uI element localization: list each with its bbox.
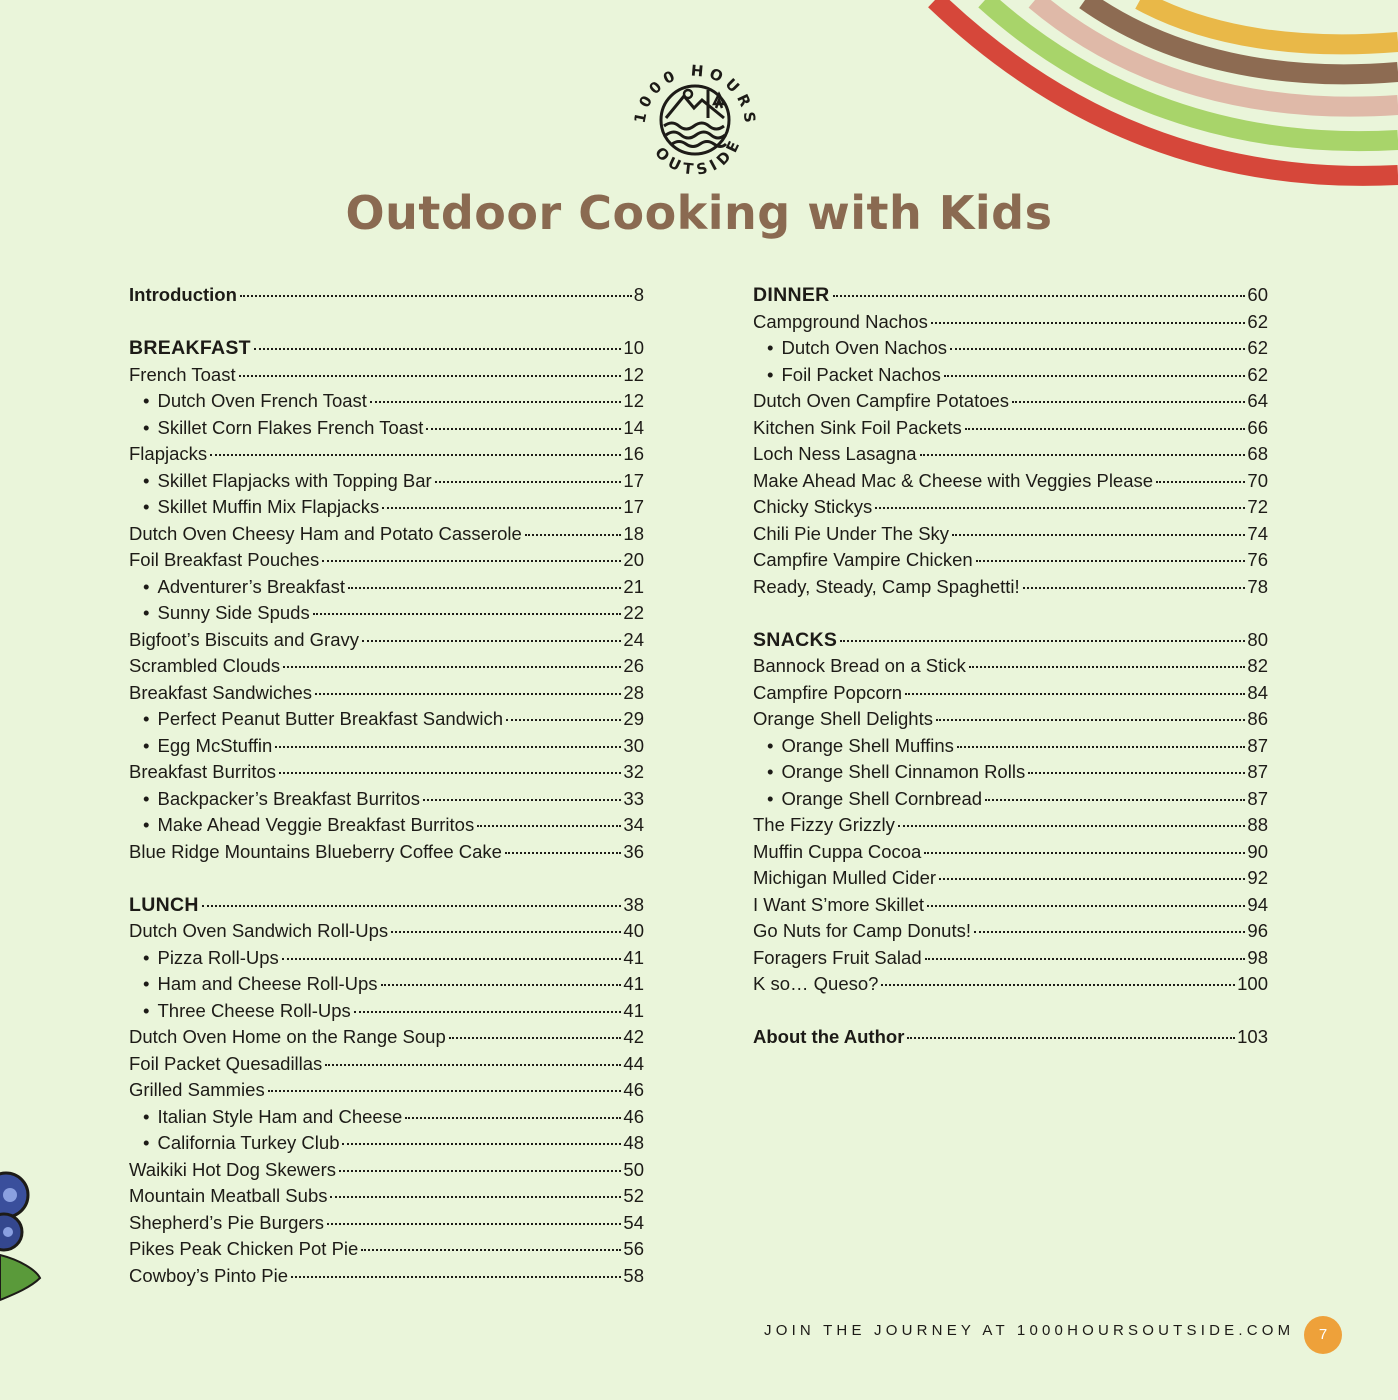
dot-leader xyxy=(950,348,1245,350)
toc-entry-label: About the Author xyxy=(753,1026,905,1047)
dot-leader xyxy=(944,375,1246,377)
dot-leader xyxy=(976,560,1246,562)
toc-entry-label: Grilled Sammies xyxy=(129,1079,265,1100)
toc-entry-label: Bannock Bread on a Stick xyxy=(753,655,966,676)
toc-entry-label: Make Ahead Veggie Breakfast Burritos xyxy=(157,814,475,835)
toc-entry-page: 38 xyxy=(623,893,644,915)
toc-sub-entry[interactable] xyxy=(129,786,644,813)
dot-leader xyxy=(325,1064,621,1066)
toc-entry-label: Sunny Side Spuds xyxy=(157,602,310,623)
dot-leader xyxy=(957,746,1246,748)
toc-entry-page: 68 xyxy=(1247,443,1268,464)
dot-leader xyxy=(898,825,1246,827)
dot-leader xyxy=(342,1143,621,1145)
toc-entry-page: 33 xyxy=(623,787,644,809)
toc-entry-label: Flapjacks xyxy=(129,443,208,464)
toc-entry[interactable] xyxy=(753,892,1268,919)
toc-entry[interactable] xyxy=(129,1077,644,1104)
dot-leader xyxy=(391,931,621,933)
toc-section-heading[interactable] xyxy=(129,335,644,362)
dot-leader xyxy=(405,1117,621,1119)
toc-entry-label: Orange Shell Delights xyxy=(753,708,933,729)
dot-leader xyxy=(875,507,1245,509)
toc-entry-page: 62 xyxy=(1247,337,1268,358)
toc-entry-label: Pizza Roll-Ups xyxy=(157,946,279,968)
toc-entry-label: Breakfast Burritos xyxy=(129,761,277,782)
toc-sub-entry[interactable] xyxy=(129,812,644,839)
toc-entry[interactable] xyxy=(753,812,1268,839)
toc-entry[interactable] xyxy=(129,653,644,680)
toc-entry-page: 21 xyxy=(623,575,644,597)
toc-entry-label: Kitchen Sink Foil Packets xyxy=(753,416,962,438)
footer-website-text: JOIN THE JOURNEY AT 1000HOURSOUTSIDE.COM xyxy=(764,1322,1295,1339)
toc-entry-page: 18 xyxy=(623,522,644,544)
toc-entry-page: 10 xyxy=(623,337,644,358)
toc-entry-page: 36 xyxy=(623,840,644,862)
toc-entry[interactable] xyxy=(129,547,644,574)
dot-leader xyxy=(275,746,621,748)
toc-entry-label: K so… Queso? xyxy=(753,973,879,994)
toc-entry-page: 40 xyxy=(623,920,644,941)
toc-entry-label: Loch Ness Lasagna xyxy=(753,443,917,464)
toc-section-gap xyxy=(753,998,1268,1025)
toc-entry[interactable] xyxy=(129,282,644,309)
toc-entry-label: Dutch Oven Campfire Potatoes xyxy=(753,390,1010,411)
toc-entry-page: 98 xyxy=(1247,946,1268,968)
toc-entry-label: Waikiki Hot Dog Skewers xyxy=(129,1158,336,1180)
toc-entry-page: 44 xyxy=(623,1052,644,1074)
dot-leader xyxy=(268,1090,622,1092)
toc-entry-label: Bigfoot’s Biscuits and Gravy xyxy=(129,628,359,650)
toc-entry-page: 62 xyxy=(1247,310,1268,332)
dot-leader xyxy=(905,693,1245,695)
bullet-icon: • xyxy=(767,734,774,756)
toc-sub-entry[interactable] xyxy=(753,335,1268,362)
toc-entry[interactable] xyxy=(753,839,1268,866)
bullet-icon: • xyxy=(767,363,774,385)
toc-entry[interactable] xyxy=(753,865,1268,892)
bullet-icon: • xyxy=(767,337,774,358)
dot-leader xyxy=(240,295,632,297)
dot-leader xyxy=(327,1223,621,1225)
toc-section-gap xyxy=(129,865,644,892)
toc-entry-page: 41 xyxy=(623,946,644,968)
toc-entry-label: Campfire Popcorn xyxy=(753,681,903,703)
toc-entry-label: Dutch Oven Home on the Range Soup xyxy=(129,1026,446,1047)
dot-leader xyxy=(1156,481,1245,483)
blueberries-illustration xyxy=(0,1160,44,1310)
toc-sub-entry[interactable] xyxy=(129,574,644,601)
toc-sub-entry[interactable] xyxy=(129,1104,644,1131)
toc-entry-page: 90 xyxy=(1247,840,1268,862)
toc-entry[interactable] xyxy=(129,1051,644,1078)
dot-leader xyxy=(210,454,621,456)
toc-entry-label: Ham and Cheese Roll-Ups xyxy=(157,973,378,994)
toc-entry[interactable] xyxy=(753,653,1268,680)
toc-entry-page: 103 xyxy=(1237,1026,1268,1047)
toc-entry-page: 24 xyxy=(623,628,644,650)
toc-entry-label: SNACKS xyxy=(753,628,838,651)
1000-hours-outside-logo xyxy=(628,56,762,184)
toc-entry-label: Breakfast Sandwiches xyxy=(129,681,313,703)
dot-leader xyxy=(965,428,1246,430)
dot-leader xyxy=(381,984,622,986)
toc-entry[interactable] xyxy=(753,706,1268,733)
toc-entry-page: 86 xyxy=(1247,708,1268,729)
toc-sub-entry[interactable] xyxy=(753,362,1268,389)
toc-entry-label: Muffin Cuppa Cocoa xyxy=(753,840,922,862)
dot-leader xyxy=(291,1276,621,1278)
toc-entry-page: 16 xyxy=(623,443,644,464)
toc-entry-label: Dutch Oven French Toast xyxy=(157,390,367,411)
toc-entry-label: Chili Pie Under The Sky xyxy=(753,522,950,544)
dot-leader xyxy=(382,507,621,509)
toc-entry-page: 42 xyxy=(623,1026,644,1047)
toc-entry-page: 46 xyxy=(623,1105,644,1127)
toc-entry-label: Skillet Muffin Mix Flapjacks xyxy=(157,496,380,517)
bullet-icon: • xyxy=(143,496,150,517)
bullet-icon: • xyxy=(143,575,150,597)
toc-sub-entry[interactable] xyxy=(129,945,644,972)
toc-entry-page: 34 xyxy=(623,814,644,835)
toc-entry-label: Go Nuts for Camp Donuts! xyxy=(753,920,971,941)
toc-entry-page: 74 xyxy=(1247,522,1268,544)
toc-entry-page: 26 xyxy=(623,655,644,676)
toc-section-heading[interactable] xyxy=(753,282,1268,309)
bullet-icon: • xyxy=(143,708,150,729)
toc-entry-label: Perfect Peanut Butter Breakfast Sandwich xyxy=(157,708,504,729)
toc-entry[interactable] xyxy=(753,547,1268,574)
dot-leader xyxy=(969,666,1246,668)
toc-entry-label: Cowboy’s Pinto Pie xyxy=(129,1264,289,1286)
toc-entry[interactable] xyxy=(753,521,1268,548)
dot-leader xyxy=(322,560,621,562)
toc-entry[interactable] xyxy=(129,1024,644,1051)
toc-entry-page: 64 xyxy=(1247,390,1268,411)
toc-entry-label: DINNER xyxy=(753,284,830,306)
toc-left-column xyxy=(129,282,644,1289)
toc-entry-page: 41 xyxy=(623,999,644,1021)
toc-section-gap xyxy=(129,309,644,336)
toc-entry-label: Scrambled Clouds xyxy=(129,655,281,676)
dot-leader xyxy=(449,1037,622,1039)
dot-leader xyxy=(202,905,622,907)
toc-entry-label: Dutch Oven Sandwich Roll-Ups xyxy=(129,920,389,941)
toc-entry-page: 87 xyxy=(1247,787,1268,809)
toc-entry-page: 94 xyxy=(1247,893,1268,915)
toc-entry-page: 92 xyxy=(1247,867,1268,888)
toc-entry-page: 22 xyxy=(623,602,644,623)
toc-entry-label: Egg McStuffin xyxy=(157,734,273,756)
toc-entry-label: Three Cheese Roll-Ups xyxy=(157,999,351,1021)
toc-entry[interactable] xyxy=(129,1183,644,1210)
dot-leader xyxy=(282,958,622,960)
toc-entry-label: Make Ahead Mac & Cheese with Veggies Please xyxy=(753,469,1154,491)
toc-sub-entry[interactable] xyxy=(129,415,644,442)
dot-leader xyxy=(361,1249,621,1251)
toc-entry[interactable] xyxy=(129,1263,644,1290)
toc-entry[interactable] xyxy=(753,680,1268,707)
toc-sub-entry[interactable] xyxy=(753,786,1268,813)
toc-entry-label: Blue Ridge Mountains Blueberry Coffee Cake xyxy=(129,840,502,862)
toc-entry-page: 56 xyxy=(623,1238,644,1259)
toc-sub-entry[interactable] xyxy=(129,494,644,521)
bullet-icon: • xyxy=(143,469,150,491)
toc-entry-label: Adventurer’s Breakfast xyxy=(157,575,345,597)
toc-entry-label: California Turkey Club xyxy=(157,1132,340,1153)
toc-entry[interactable] xyxy=(129,1236,644,1263)
bullet-icon: • xyxy=(143,1105,150,1127)
toc-entry-page: 87 xyxy=(1247,734,1268,756)
dot-leader xyxy=(924,852,1245,854)
toc-entry[interactable] xyxy=(753,441,1268,468)
toc-entry-label: French Toast xyxy=(129,363,236,385)
toc-entry-page: 30 xyxy=(623,734,644,756)
toc-entry-label: I Want S’more Skillet xyxy=(753,893,924,915)
page-title: Outdoor Cooking with Kids xyxy=(345,186,1053,240)
toc-entry[interactable] xyxy=(753,388,1268,415)
toc-entry[interactable] xyxy=(753,415,1268,442)
svg-text:OUTSIDE: OUTSIDE xyxy=(651,133,746,179)
toc-entry-page: 62 xyxy=(1247,363,1268,385)
toc-entry-label: Dutch Oven Cheesy Ham and Potato Casserole xyxy=(129,522,522,544)
toc-entry-label: Campground Nachos xyxy=(753,310,928,332)
toc-entry-page: 17 xyxy=(623,496,644,517)
toc-entry[interactable] xyxy=(753,918,1268,945)
dot-leader xyxy=(339,1170,621,1172)
toc-entry[interactable] xyxy=(129,839,644,866)
toc-entry[interactable] xyxy=(129,680,644,707)
toc-entry-page: 8 xyxy=(633,284,644,305)
toc-entry-page: 46 xyxy=(623,1079,644,1100)
bullet-icon: • xyxy=(767,787,774,809)
dot-leader xyxy=(279,772,621,774)
toc-entry-label: Foil Packet Quesadillas xyxy=(129,1052,323,1074)
toc-entry-label: Orange Shell Cinnamon Rolls xyxy=(781,761,1026,782)
dot-leader xyxy=(506,719,621,721)
bullet-icon: • xyxy=(143,734,150,756)
toc-entry[interactable] xyxy=(129,1157,644,1184)
toc-entry-label: Foil Packet Nachos xyxy=(781,363,941,385)
toc-entry-page: 96 xyxy=(1247,920,1268,941)
toc-entry[interactable] xyxy=(753,1024,1268,1051)
toc-entry[interactable] xyxy=(129,362,644,389)
dot-leader xyxy=(936,719,1245,721)
toc-entry[interactable] xyxy=(753,309,1268,336)
dot-leader xyxy=(931,322,1246,324)
toc-entry-label: Pikes Peak Chicken Pot Pie xyxy=(129,1238,359,1259)
toc-entry-page: 58 xyxy=(623,1264,644,1286)
toc-entry-page: 76 xyxy=(1247,549,1268,570)
toc-entry-page: 12 xyxy=(623,363,644,385)
toc-entry-page: 41 xyxy=(623,973,644,994)
bullet-icon: • xyxy=(143,390,150,411)
toc-entry-label: Michigan Mulled Cider xyxy=(753,867,937,888)
toc-entry-page: 20 xyxy=(623,549,644,570)
dot-leader xyxy=(254,348,622,350)
dot-leader xyxy=(925,958,1246,960)
dot-leader xyxy=(426,428,621,430)
toc-sub-entry[interactable] xyxy=(129,971,644,998)
dot-leader xyxy=(348,587,621,589)
bullet-icon: • xyxy=(143,814,150,835)
toc-entry-page: 12 xyxy=(623,390,644,411)
toc-entry-page: 80 xyxy=(1247,628,1268,650)
dot-leader xyxy=(239,375,622,377)
toc-entry[interactable] xyxy=(129,1210,644,1237)
toc-entry-page: 52 xyxy=(623,1185,644,1206)
dot-leader xyxy=(477,825,621,827)
dot-leader xyxy=(354,1011,622,1013)
dot-leader xyxy=(907,1037,1235,1039)
toc-entry[interactable] xyxy=(129,918,644,945)
page-number-badge: 7 xyxy=(1304,1316,1342,1354)
toc-sub-entry[interactable] xyxy=(753,733,1268,760)
bullet-icon: • xyxy=(767,761,774,782)
toc-entry-label: Foragers Fruit Salad xyxy=(753,946,922,968)
toc-entry-page: 70 xyxy=(1247,469,1268,491)
toc-entry[interactable] xyxy=(753,971,1268,998)
toc-entry-page: 32 xyxy=(623,761,644,782)
dot-leader xyxy=(330,1196,621,1198)
bullet-icon: • xyxy=(143,973,150,994)
toc-entry-page: 28 xyxy=(623,681,644,703)
bullet-icon: • xyxy=(143,946,150,968)
dot-leader xyxy=(283,666,621,668)
toc-entry-label: Skillet Corn Flakes French Toast xyxy=(157,416,424,438)
toc-section-gap xyxy=(753,600,1268,627)
toc-entry-page: 17 xyxy=(623,469,644,491)
dot-leader xyxy=(927,905,1245,907)
bullet-icon: • xyxy=(143,1132,150,1153)
toc-entry-page: 84 xyxy=(1247,681,1268,703)
toc-sub-entry[interactable] xyxy=(129,733,644,760)
toc-entry-page: 72 xyxy=(1247,496,1268,517)
dot-leader xyxy=(315,693,621,695)
bullet-icon: • xyxy=(143,999,150,1021)
dot-leader xyxy=(1012,401,1245,403)
toc-entry[interactable] xyxy=(129,521,644,548)
toc-entry-page: 50 xyxy=(623,1158,644,1180)
toc-entry-label: Shepherd’s Pie Burgers xyxy=(129,1211,325,1233)
toc-right-column xyxy=(753,282,1268,1051)
toc-entry-label: Campfire Vampire Chicken xyxy=(753,549,973,570)
toc-entry-page: 66 xyxy=(1247,416,1268,438)
toc-sub-entry[interactable] xyxy=(129,388,644,415)
toc-entry[interactable] xyxy=(753,494,1268,521)
toc-entry-page: 82 xyxy=(1247,655,1268,676)
toc-entry[interactable] xyxy=(753,468,1268,495)
toc-entry[interactable] xyxy=(753,945,1268,972)
dot-leader xyxy=(985,799,1245,801)
bullet-icon: • xyxy=(143,416,150,438)
dot-leader xyxy=(939,878,1245,880)
dot-leader xyxy=(362,640,621,642)
toc-section-heading[interactable] xyxy=(753,627,1268,654)
dot-leader xyxy=(1028,772,1245,774)
toc-entry-label: Introduction xyxy=(129,284,237,305)
toc-entry-label: Mountain Meatball Subs xyxy=(129,1185,328,1206)
toc-entry[interactable] xyxy=(753,574,1268,601)
toc-entry-label: Chicky Stickys xyxy=(753,496,873,517)
toc-entry-page: 78 xyxy=(1247,575,1268,597)
toc-sub-entry[interactable] xyxy=(753,759,1268,786)
toc-entry[interactable] xyxy=(129,759,644,786)
toc-entry-page: 87 xyxy=(1247,761,1268,782)
dot-leader xyxy=(505,852,621,854)
toc-sub-entry[interactable] xyxy=(129,706,644,733)
toc-entry-label: Orange Shell Muffins xyxy=(781,734,954,756)
toc-entry-page: 88 xyxy=(1247,814,1268,835)
dot-leader xyxy=(952,534,1245,536)
dot-leader xyxy=(833,295,1246,297)
dot-leader xyxy=(840,640,1245,642)
dot-leader xyxy=(435,481,622,483)
toc-entry-label: Foil Breakfast Pouches xyxy=(129,549,320,570)
toc-entry-label: The Fizzy Grizzly xyxy=(753,814,895,835)
toc-sub-entry[interactable] xyxy=(129,468,644,495)
toc-entry-page: 100 xyxy=(1237,973,1268,994)
toc-entry[interactable] xyxy=(129,627,644,654)
bullet-icon: • xyxy=(143,787,150,809)
toc-entry-page: 54 xyxy=(623,1211,644,1233)
toc-sub-entry[interactable] xyxy=(129,600,644,627)
toc-entry-label: Dutch Oven Nachos xyxy=(781,337,948,358)
dot-leader xyxy=(423,799,621,801)
svg-text:1000 HOURS: 1000 HOURS xyxy=(630,61,760,129)
dot-leader xyxy=(370,401,622,403)
toc-entry-page: 60 xyxy=(1247,284,1268,305)
toc-entry-label: Skillet Flapjacks with Topping Bar xyxy=(157,469,432,491)
toc-entry-label: Backpacker’s Breakfast Burritos xyxy=(157,787,421,809)
toc-entry[interactable] xyxy=(129,441,644,468)
toc-entry-label: LUNCH xyxy=(129,893,199,916)
toc-sub-entry[interactable] xyxy=(129,1130,644,1157)
toc-section-heading[interactable] xyxy=(129,892,644,919)
dot-leader xyxy=(1023,587,1246,589)
toc-entry-label: Ready, Steady, Camp Spaghetti! xyxy=(753,575,1020,597)
toc-entry-page: 48 xyxy=(623,1132,644,1153)
dot-leader xyxy=(525,534,622,536)
toc-entry-label: Italian Style Ham and Cheese xyxy=(157,1105,403,1127)
dot-leader xyxy=(881,984,1235,986)
toc-entry-label: BREAKFAST xyxy=(129,337,251,359)
toc-sub-entry[interactable] xyxy=(129,998,644,1025)
toc-entry-page: 14 xyxy=(623,416,644,438)
dot-leader xyxy=(974,931,1245,933)
dot-leader xyxy=(920,454,1246,456)
dot-leader xyxy=(313,613,622,615)
toc-entry-page: 29 xyxy=(623,708,644,729)
bullet-icon: • xyxy=(143,602,150,623)
toc-entry-label: Orange Shell Cornbread xyxy=(781,787,983,809)
